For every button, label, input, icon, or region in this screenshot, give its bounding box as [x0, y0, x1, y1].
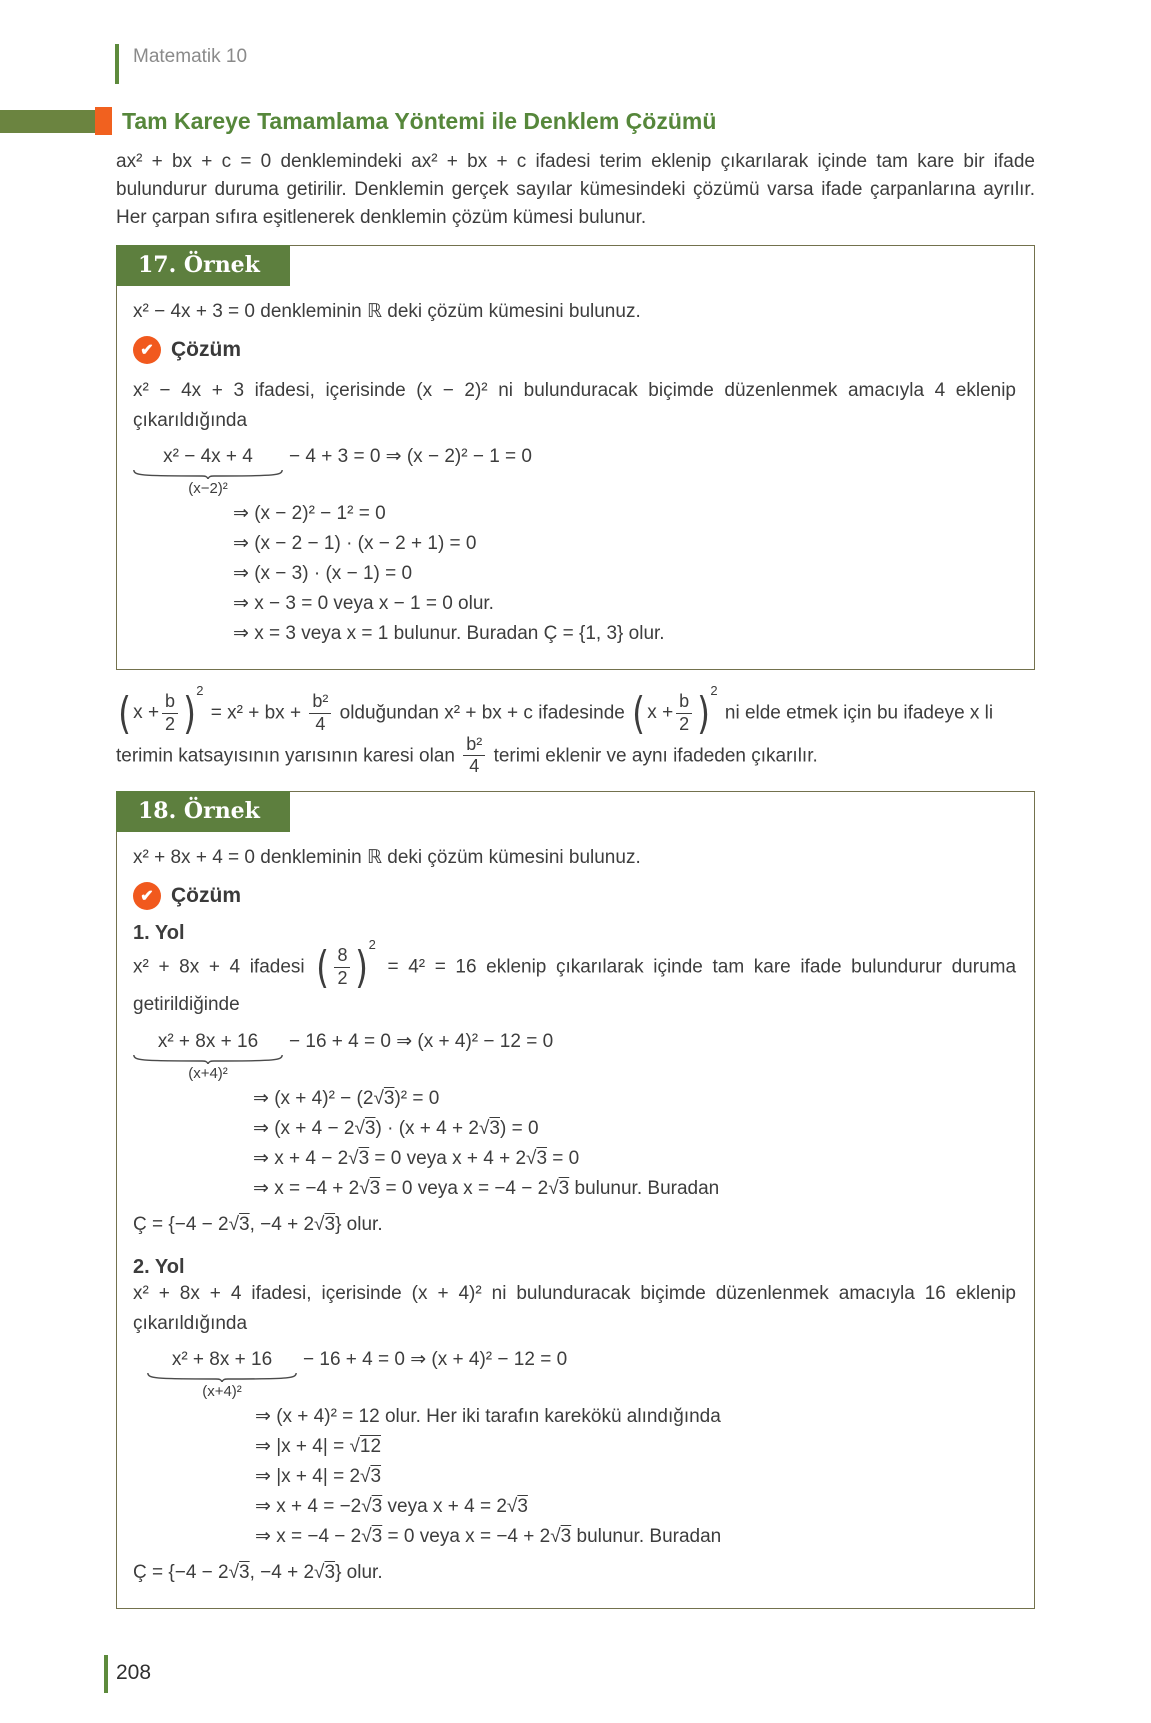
- equation-underbrace-row: [133, 444, 1016, 497]
- fraction-denominator: 2: [679, 713, 690, 734]
- example-17-problem: x² − 4x + 3 = 0 denkleminin ℝ deki çözüm kümesini bulunuz.: [133, 301, 641, 322]
- equation-step: ⇒ (x − 2 − 1) · (x − 2 + 1) = 0: [233, 533, 477, 554]
- method-1-label: 1. Yol: [133, 922, 185, 945]
- fraction: [676, 692, 692, 735]
- check-icon: ✔: [133, 882, 161, 910]
- left-paren: (: [632, 687, 646, 739]
- equation-steps: [253, 1084, 1016, 1204]
- fraction-numerator: b²: [463, 735, 485, 757]
- equation-step: ⇒ |x + 4| = √12: [255, 1435, 382, 1457]
- body-text: ni elde etmek için bu ifadeye x li terimin katsayısının yarısının karesi olan: [116, 702, 994, 766]
- math-expression: [314, 937, 378, 993]
- solution-heading: [133, 336, 1016, 364]
- body-text: terimi eklenir ve aynı ifadeden çıkarılır.: [493, 744, 818, 766]
- fraction-denominator: 4: [469, 756, 480, 777]
- equation-step: ⇒ (x + 4)² = 12 olur. Her iki tarafın karekökü alındığında: [255, 1405, 721, 1427]
- running-header-label: Matematik 10: [133, 46, 248, 67]
- equation-steps: [233, 499, 1016, 649]
- check-icon: ✔: [133, 336, 161, 364]
- left-paren: (: [118, 687, 132, 739]
- left-paren: (: [316, 941, 330, 993]
- right-paren: ): [183, 687, 197, 739]
- page-number: 208: [104, 1655, 151, 1693]
- underbrace-icon: [147, 1373, 297, 1382]
- solution-label: Çözüm: [171, 338, 241, 361]
- title-accent-bar-orange: [95, 107, 112, 135]
- example-17-box: [116, 245, 1035, 670]
- equation-step: ⇒ x = −4 − 2√3 = 0 veya x = −4 + 2√3 bulunur. Buradan: [255, 1525, 722, 1547]
- underbraced-expression: [133, 1029, 283, 1082]
- theory-paragraph: [116, 683, 1035, 777]
- equation-step: ⇒ (x + 4 − 2√3) · (x + 4 + 2√3) = 0: [253, 1117, 539, 1139]
- equation-step: ⇒ x = −4 + 2√3 = 0 veya x = −4 − 2√3 bulunur. Buradan: [253, 1177, 720, 1199]
- math-expression: [116, 683, 205, 739]
- example-18-badge: [116, 791, 290, 832]
- method-1-intro: [133, 937, 1017, 1021]
- equation-step: ⇒ (x − 2)² − 1² = 0: [233, 503, 386, 524]
- example-17-badge-label: 17. Örnek: [138, 252, 260, 278]
- equation-step: ⇒ x + 4 = −2√3 veya x + 4 = 2√3: [255, 1495, 528, 1517]
- solution-label: Çözüm: [171, 884, 241, 908]
- solution-set-line: Ç = {−4 − 2√3, −4 + 2√3} olur.: [133, 1213, 383, 1235]
- example-17-body: [117, 286, 1034, 669]
- braced-expr: x² + 8x + 16: [157, 1030, 259, 1052]
- fraction: [463, 735, 485, 778]
- section-title: Tam Kareye Tamamlama Yöntemi ile Denklem Çözümü: [122, 107, 717, 134]
- fraction: [162, 692, 178, 735]
- example-18-badge-label: 18. Örnek: [138, 798, 260, 825]
- fraction-numerator: 8: [334, 946, 350, 968]
- page-footer: [104, 1655, 1151, 1723]
- underbrace-label: (x+4)²: [202, 1382, 242, 1400]
- method-2-label: 2. Yol: [133, 1255, 185, 1278]
- equation-rest: − 16 + 4 = 0 ⇒ (x + 4)² − 12 = 0: [289, 1030, 554, 1052]
- right-paren: ): [697, 687, 711, 739]
- fraction-denominator: 2: [337, 968, 348, 989]
- fraction-denominator: 4: [315, 713, 326, 734]
- exponent: 2: [368, 937, 376, 953]
- title-accent-bar-green: [0, 110, 95, 133]
- equation-step: ⇒ (x − 3) · (x − 1) = 0: [233, 563, 413, 584]
- math-text: x +: [133, 702, 160, 724]
- example-18-body: [117, 832, 1034, 1608]
- fraction-numerator: b: [162, 692, 178, 714]
- fraction-numerator: b²: [309, 692, 331, 714]
- fraction: [309, 692, 331, 735]
- fraction-denominator: 2: [165, 713, 176, 734]
- body-text: olduğundan x² + bx + c ifadesinde: [339, 702, 625, 724]
- math-text: = x² + bx +: [210, 702, 302, 724]
- equation-step: ⇒ x + 4 − 2√3 = 0 veya x + 4 + 2√3 = 0: [253, 1147, 580, 1169]
- equation-steps: [255, 1402, 1016, 1552]
- underbrace-label: (x+4)²: [188, 1064, 228, 1082]
- exponent: 2: [196, 683, 204, 698]
- equation-underbrace-row: [133, 1029, 1016, 1082]
- equation-step: ⇒ |x + 4| = 2√3: [255, 1465, 382, 1487]
- equation-step: ⇒ (x + 4)² − (2√3)² = 0: [253, 1087, 440, 1109]
- underbrace-icon: [133, 470, 283, 479]
- underbraced-expression: [133, 444, 283, 497]
- exponent: 2: [710, 683, 718, 698]
- braced-expr: x² − 4x + 4: [163, 446, 253, 467]
- math-expression: [630, 683, 719, 739]
- math-text: x +: [647, 702, 674, 724]
- equation-step: ⇒ x = 3 veya x = 1 bulunur. Buradan Ç = {1, 3} olur.: [233, 623, 665, 644]
- equation-rest: − 16 + 4 = 0 ⇒ (x + 4)² − 12 = 0: [303, 1348, 568, 1370]
- underbrace-label: (x−2)²: [188, 480, 228, 497]
- intro-paragraph: ax² + bx + c = 0 denklemindeki ax² + bx + c ifadesi terim eklenip çıkarılarak içinde tam kare bir ifade bulundurur duruma getirilir. Denklemin gerçek sayılar kümesindeki çözümü varsa ifade çarpanlarına ayrılır. Her çarpan sıfıra eşitlenerek denklemin çözüm kümesi bulunur.: [116, 151, 1035, 228]
- page-content: [116, 148, 1035, 1609]
- underbrace-icon: [133, 1055, 283, 1064]
- equation-rest: − 4 + 3 = 0 ⇒ (x − 2)² − 1 = 0: [289, 446, 533, 467]
- example-17-badge: [116, 245, 290, 286]
- underbraced-expression: [147, 1347, 297, 1400]
- math-text: x² + 8x + 4 ifadesi: [133, 956, 305, 978]
- running-header: [115, 44, 1151, 84]
- braced-expr: x² + 8x + 16: [171, 1348, 273, 1370]
- right-paren: ): [355, 941, 369, 993]
- method-2-setup: x² + 8x + 4 ifadesi, içerisinde (x + 4)² ni bulunduracak biçimde düzenlenmek amacıyla 16 eklenip çıkarıldığında: [133, 1282, 1016, 1334]
- fraction: [334, 946, 350, 989]
- equation-step: ⇒ x − 3 = 0 veya x − 1 = 0 olur.: [233, 593, 494, 614]
- fraction-numerator: b: [676, 692, 692, 714]
- example-18-problem: x² + 8x + 4 = 0 denkleminin ℝ deki çözüm kümesini bulunuz.: [133, 847, 641, 869]
- math-text: = 4² = 16 eklenip çıkarılarak içinde tam kare ifade bulundurur duruma getirildiğinde: [133, 956, 1017, 1015]
- example-17-setup: x² − 4x + 3 ifadesi, içerisinde (x − 2)² ni bulunduracak biçimde düzenlenmek amacıyla 4 eklenip çıkarıldığında: [133, 380, 1016, 431]
- solution-heading: [133, 882, 1016, 910]
- solution-set-line: Ç = {−4 − 2√3, −4 + 2√3} olur.: [133, 1561, 383, 1583]
- equation-underbrace-row: [147, 1347, 1016, 1400]
- example-18-box: [116, 791, 1035, 1609]
- section-title-bar: [0, 106, 1151, 136]
